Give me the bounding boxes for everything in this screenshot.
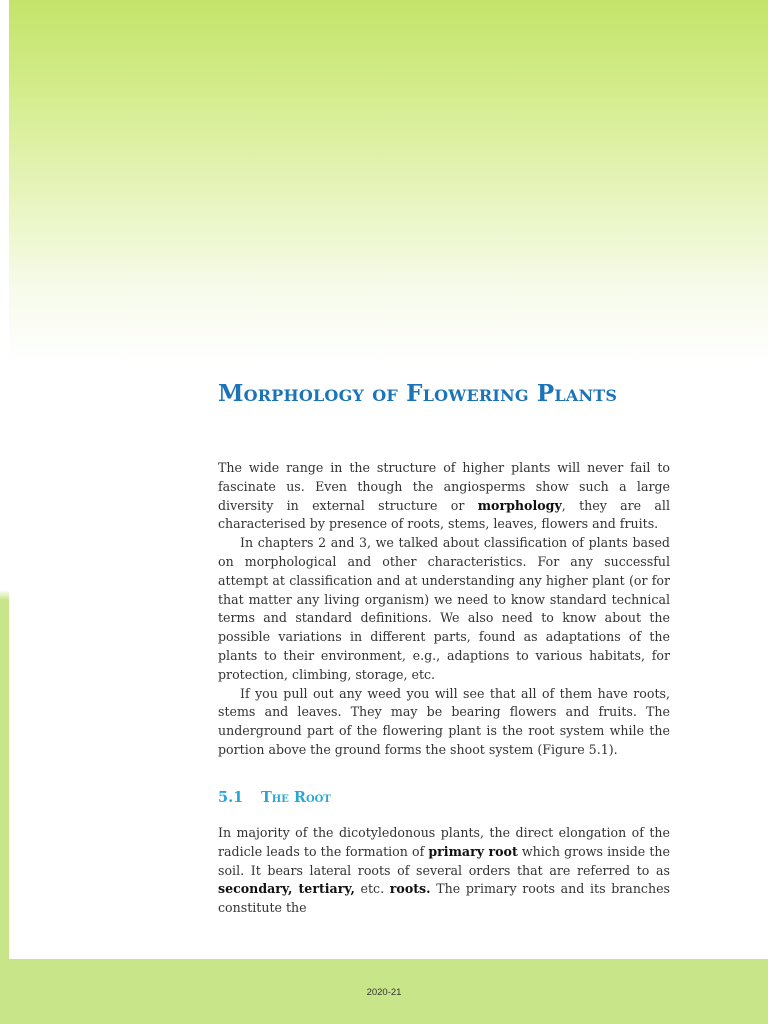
section-number: 5.1 [218, 789, 244, 806]
term-primary-root: primary root [428, 843, 518, 859]
intro-paragraph-3: If you pull out any weed you will see that all of them have roots, stems and leaves. They may be bearing flowers and fruits. The underground part of the flowering plant is the root system while the portion above the ground forms the shoot system (Figure 5.1). [218, 685, 670, 757]
root-text-2: which grows inside the soil. It bears lateral roots of several orders that are referred to as [218, 843, 670, 878]
intro-p1-text-end: , they are all characterised by presence of roots, stems, leaves, flowers and fruits. [218, 497, 670, 532]
term-roots: roots. [389, 881, 431, 897]
intro-p1-text: The wide range in the structure of higher plants will never fail to fascinate us. Even though the angiosperms show such a large diversity in external structure or [218, 460, 670, 513]
header-gradient-band [9, 0, 768, 365]
section-heading [218, 789, 331, 806]
intro-paragraph-1 [218, 459, 670, 534]
root-paragraph [218, 824, 670, 918]
intro-paragraph-2: In chapters 2 and 3, we talked about classification of plants based on morphological and other characteristics. For any successful attempt at classification and at understanding any higher plant (or for that matter any living organism) we need to know standard technical terms and standard definitions. We also need to know about the possible variations in different parts, found as adaptations of the plants to their environment, e.g., adaptions to various habitats, for protection, climbing, storage, etc. [218, 535, 670, 682]
section-title: The Root [261, 789, 331, 806]
footer-year: 2020-21 [366, 987, 402, 998]
term-morphology: morphology [477, 497, 562, 513]
left-margin-strip [0, 0, 9, 1024]
root-text [218, 824, 670, 918]
intro-text [218, 459, 670, 760]
root-text-4: The primary roots and its branches constitute the [218, 881, 671, 916]
root-text-1: In majority of the dicotyledonous plants, the direct elongation of the radicle leads to the formation of [218, 825, 670, 859]
chapter-title: Morphology of Flowering Plants [218, 380, 618, 407]
term-secondary-tertiary: secondary, tertiary, [218, 881, 355, 897]
root-text-3: etc. [354, 881, 390, 897]
